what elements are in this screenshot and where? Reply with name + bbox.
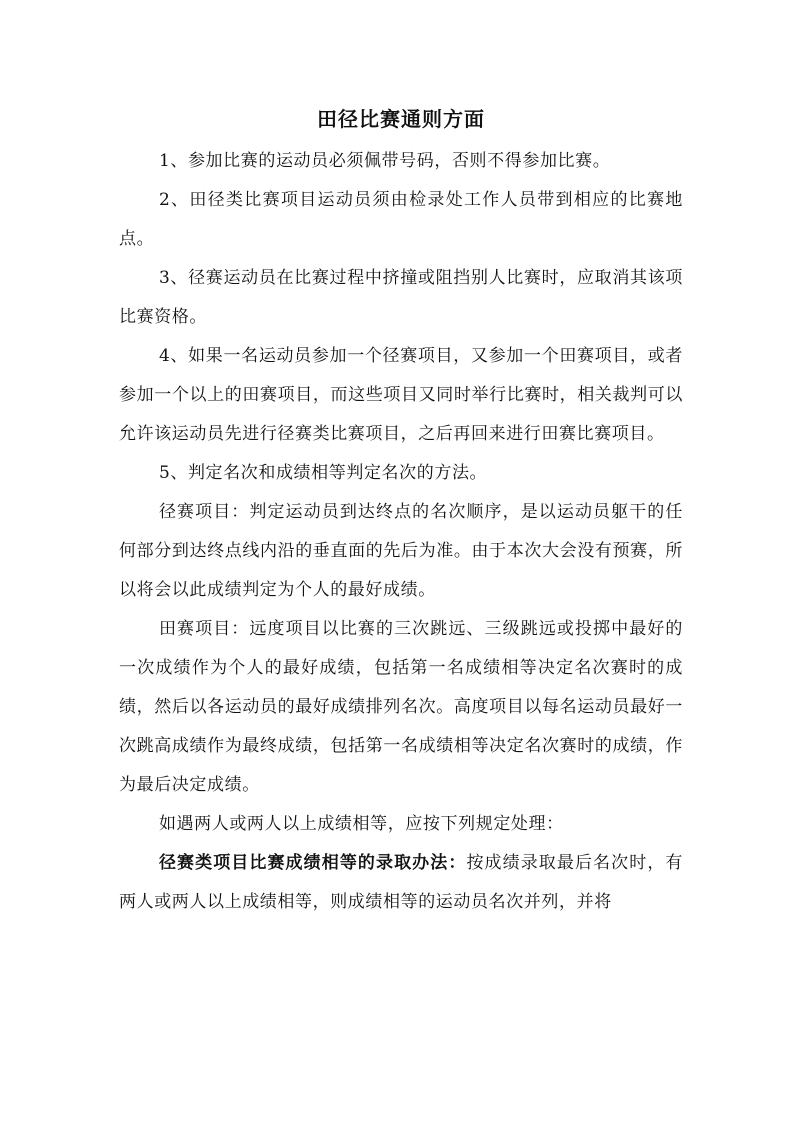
field-events-paragraph: 田赛项目：远度项目以比赛的三次跳远、三级跳远或投掷中最好的一次成绩作为个人的最好成绩，包括第一名成绩相等决定名次赛时的成绩，然后以各运动员的最好成绩排列名次。高度项目以每名运动员最好一次跳高成绩作为最终成绩，包括第一名成绩相等决定名次赛时的成绩，作为最后决定成绩。 (119, 619, 683, 795)
rule-5-paragraph: 5、判定名次和成绩相等判定名次的方法。 (158, 463, 488, 483)
rule-2-paragraph: 2、田径类比赛项目运动员须由检录处工作人员带到相应的比赛地点。 (119, 190, 683, 249)
rule-4-paragraph: 4、如果一名运动员参加一个径赛项目，又参加一个田赛项目，或者参加一个以上的田赛项目，而这些项目又同时举行比赛时，相关裁判可以允许该运动员先进行径赛类比赛项目，之后再回来进行田赛比赛项目。 (119, 346, 683, 444)
track-events-paragraph: 径赛项目：判定运动员到达终点的名次顺序，是以运动员躯干的任何部分到达终点线内沿的垂直面的先后为准。由于本次大会没有预赛，所以将会以此成绩判定为个人的最好成绩。 (119, 502, 683, 600)
track-tie-rule-heading: 径赛类项目比赛成绩相等的录取办法： (158, 853, 467, 873)
rule-1-paragraph: 1、参加比赛的运动员必须佩带号码，否则不得参加比赛。 (158, 151, 611, 171)
track-tie-rule-text: 按成绩录取最后名次时，有两人或两人以上成绩相等，则成绩相等的运动员名次并列，并将 (119, 853, 684, 912)
tie-rules-intro-paragraph: 如遇两人或两人以上成绩相等，应按下列规定处理： (158, 814, 564, 834)
track-tie-rule-paragraph (119, 844, 683, 922)
rule-3-paragraph: 3、径赛运动员在比赛过程中挤撞或阻挡别人比赛时，应取消其该项比赛资格。 (119, 268, 683, 327)
document-title: 田径比赛通则方面 (317, 107, 485, 131)
document-page (119, 100, 683, 922)
